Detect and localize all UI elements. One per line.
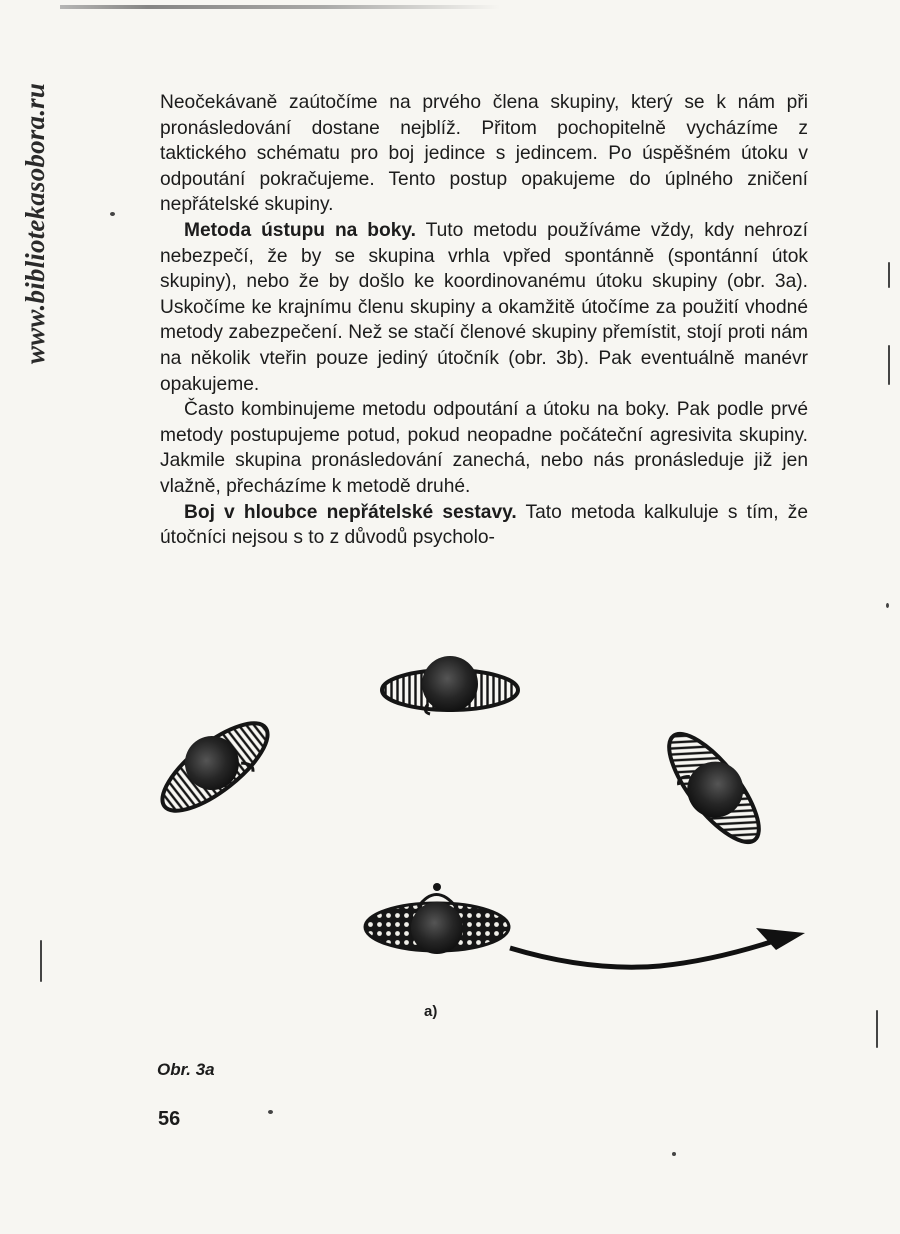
figure-3a xyxy=(150,650,820,1040)
scan-speck xyxy=(876,1010,878,1048)
paragraph-2: Metoda ústupu na boky. Tuto metodu používáme vždy, kdy nehrozí nebezpečí, že by se skupina vrhla vpřed spontánně (spontánní útok skupiny), nebo že by došlo ke koordinovanému útoku skupiny (obr. 3a). Uskočíme ke krajnímu členu skupiny a okamžitě útočíme za použití vhodné metody zabezpečení. Než se stačí členové skupiny přemístit, stojí proti nám na několik vteřin pouze jediný útočník (obr. 3b). Pak eventuálně manévr opakujeme. xyxy=(160,219,808,395)
paragraph-heading: Metoda ústupu na boky. xyxy=(184,219,416,241)
attacker-top-icon xyxy=(382,656,518,714)
watermark xyxy=(4,18,68,428)
figure-caption: Obr. 3a xyxy=(157,1060,215,1079)
paragraph-heading: Boj v hloubce nepřátelské sestavy. xyxy=(184,501,517,523)
movement-arrow-icon xyxy=(510,928,805,967)
attacker-left-icon xyxy=(150,702,282,827)
defender-icon xyxy=(365,883,509,954)
attacker-right-icon xyxy=(651,719,776,857)
scan-speck xyxy=(268,1110,273,1114)
scan-speck xyxy=(888,345,890,385)
paragraph-1: Neočekávaně zaútočíme na prvého člena skupiny, který se k nám při pronásledování dostane nejblíž. Přitom pochopitelně vycházíme z taktického schématu pro boj jedince s jedincem. Po úspěšném útoku v odpoutání pokračujeme. Tento postup opakujeme do úplného zničení nepřátelské skupiny. xyxy=(160,92,808,216)
scan-speck xyxy=(888,262,890,288)
watermark-text: www.bibliotekasobora.ru xyxy=(20,82,51,364)
page-number: 56 xyxy=(158,1108,181,1130)
paragraph-4: Boj v hloubce nepřátelské sestavy. Tato metoda kalkuluje s tím, že útočníci nejsou s to z důvodů psycholo- xyxy=(160,501,808,549)
body-text xyxy=(160,90,808,551)
scan-speck xyxy=(672,1152,676,1156)
scan-edge-line xyxy=(60,5,500,9)
scan-speck xyxy=(110,212,115,216)
figure-sublabel: a) xyxy=(424,1003,438,1020)
scan-speck xyxy=(886,603,889,608)
scan-speck xyxy=(40,940,42,982)
paragraph-3: Často kombinujeme metodu odpoutání a útoku na boky. Pak podle prvé metody postupujeme potud, pokud neopadne počáteční agresivita skupiny. Jakmile skupina pronásledování zanechá, nebo nás pronásleduje již jen vlažně, přecházíme k metodě druhé. xyxy=(160,399,808,497)
